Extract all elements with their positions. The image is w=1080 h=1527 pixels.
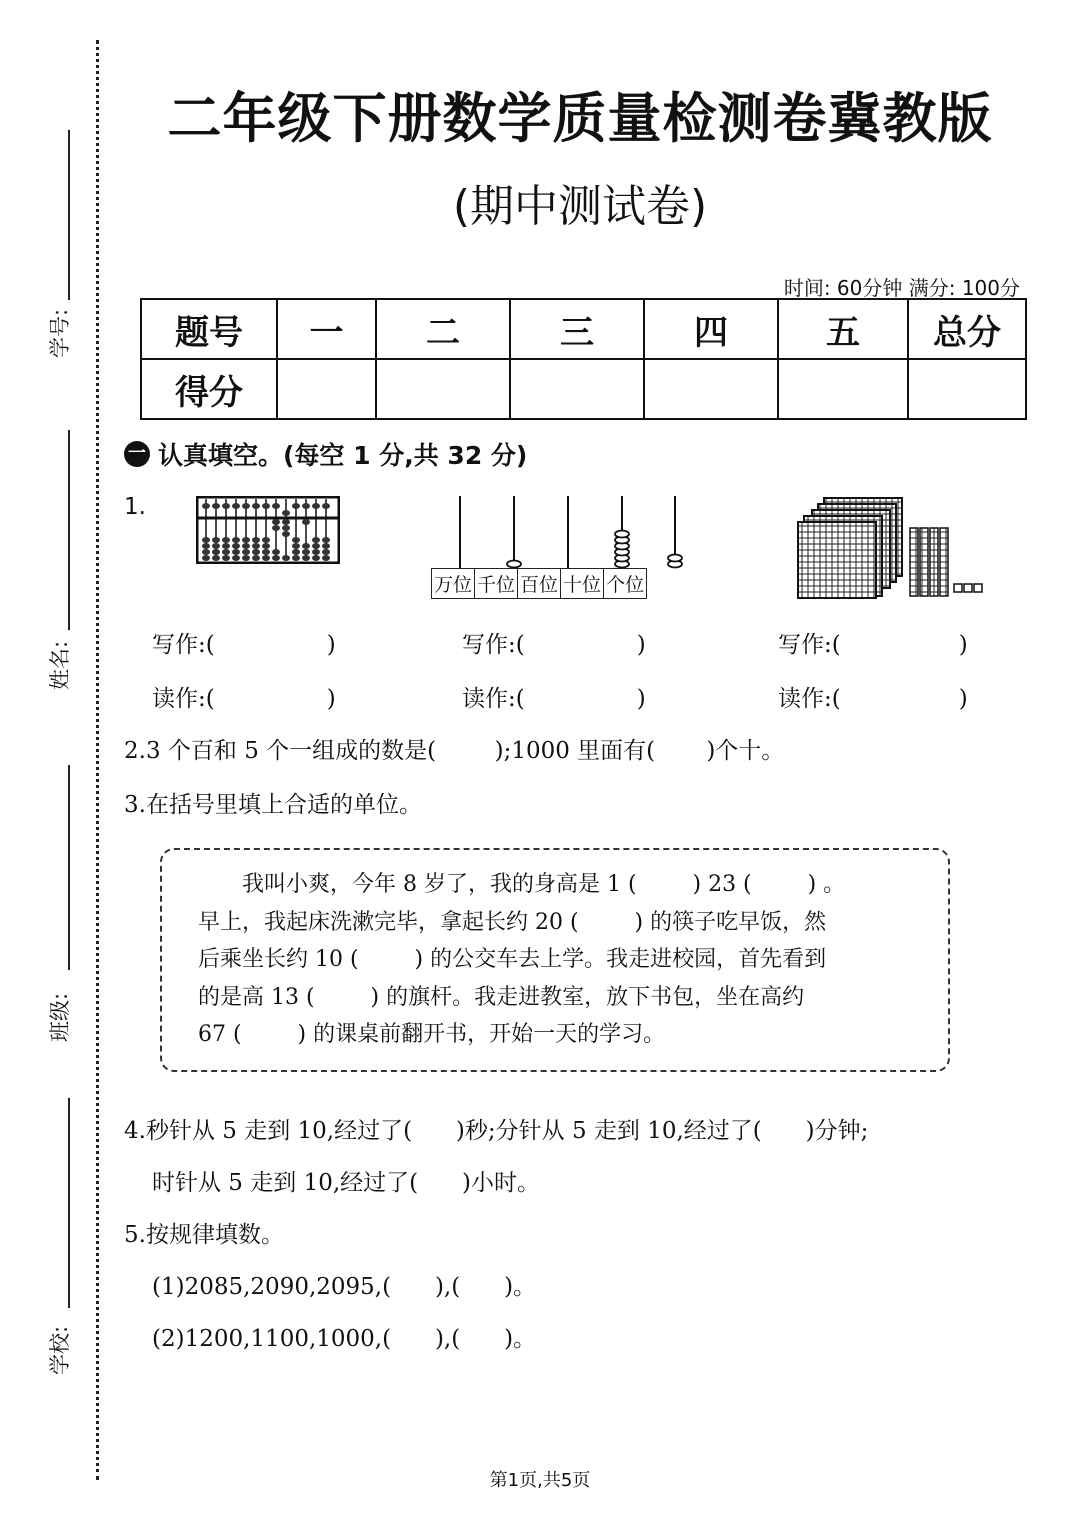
score-table <box>140 298 1027 420</box>
question-5-line-1[interactable]: (1)2085,2090,2095,( ),( )。 <box>152 1274 537 1300</box>
question-4-line-1[interactable]: 4.秒针从 5 走到 10,经过了( )秒;分针从 5 走到 10,经过了( )分钟; <box>124 1118 869 1144</box>
abacus-image <box>196 496 340 564</box>
score-cell: 二 <box>376 299 510 359</box>
score-input-cell[interactable] <box>510 359 644 419</box>
passage-line: 后乘坐长约 10 ( ) 的公交车去上学。我走进校园，首先看到 <box>198 947 827 973</box>
score-input-cell[interactable] <box>778 359 908 419</box>
q1a-write[interactable]: 写作:( ) <box>152 632 336 658</box>
q1b-read[interactable]: 读作:( ) <box>462 686 646 712</box>
base-ten-blocks-image <box>796 496 992 600</box>
score-cell: 一 <box>277 299 376 359</box>
section-1-title: 认真填空。(每空 1 分,共 32 分) <box>158 441 528 470</box>
class-label: 班级: <box>48 992 72 1042</box>
question-4-line-2[interactable]: 时针从 5 走到 10,经过了( )小时。 <box>152 1170 540 1196</box>
student-id-rule <box>68 130 70 300</box>
page-subtitle: (期中测试卷) <box>452 181 708 232</box>
score-input-cell[interactable] <box>277 359 376 419</box>
exam-meta: 时间: 60分钟 满分: 100分 <box>783 276 1020 300</box>
place-value-label: 十位 <box>560 568 604 599</box>
q1b-write[interactable]: 写作:( ) <box>462 632 646 658</box>
page-number: 第1页,共5页 <box>489 1470 591 1491</box>
question-2[interactable]: 2.3 个百和 5 个一组成的数是( );1000 里面有( )个十。 <box>124 738 785 764</box>
name-label: 姓名: <box>48 640 72 690</box>
section-number-badge: 一 <box>124 441 150 467</box>
place-value-label: 个位 <box>603 568 647 599</box>
question-1-number: 1. <box>124 494 146 520</box>
question-3: 3.在括号里填上合适的单位。 <box>124 792 422 818</box>
binding-dotted-line <box>96 40 99 1480</box>
score-input-cell[interactable] <box>908 359 1026 419</box>
score-cell: 五 <box>778 299 908 359</box>
section-1-heading <box>124 436 527 472</box>
q1c-write[interactable]: 写作:( ) <box>778 632 968 658</box>
q1a-read[interactable]: 读作:( ) <box>152 686 336 712</box>
passage-line: 我叫小爽，今年 8 岁了，我的身高是 1 ( ) 23 ( ) 。 <box>198 872 846 897</box>
place-value-labels <box>432 568 647 599</box>
score-table-score-row <box>141 359 1026 419</box>
school-rule <box>68 1098 70 1308</box>
passage-line: 67 ( ) 的课桌前翻开书，开始一天的学习。 <box>198 1022 666 1048</box>
passage-line: 早上，我起床洗漱完毕，拿起长约 20 ( ) 的筷子吃早饭，然 <box>198 909 827 935</box>
passage-line: 的是高 13 ( ) 的旗杆。我走进教室，放下书包，坐在高约 <box>198 984 805 1010</box>
score-cell: 总分 <box>908 299 1026 359</box>
student-id-label: 学号: <box>48 308 72 358</box>
score-input-cell[interactable] <box>644 359 778 419</box>
name-rule <box>68 430 70 630</box>
score-cell: 四 <box>644 299 778 359</box>
class-rule <box>68 765 70 970</box>
question-5-line-2[interactable]: (2)1200,1100,1000,( ),( )。 <box>152 1326 537 1352</box>
place-value-label: 千位 <box>474 568 518 599</box>
score-cell: 三 <box>510 299 644 359</box>
q1c-read[interactable]: 读作:( ) <box>778 686 968 712</box>
score-table-header-row <box>141 299 1026 359</box>
score-row-label: 得分 <box>141 359 277 419</box>
question-3-passage[interactable] <box>198 866 918 1054</box>
school-label: 学校: <box>48 1325 72 1375</box>
place-value-label: 万位 <box>431 568 475 599</box>
score-cell-label: 题号 <box>141 299 277 359</box>
place-value-label: 百位 <box>517 568 561 599</box>
question-5: 5.按规律填数。 <box>124 1222 284 1248</box>
page-title: 二年级下册数学质量检测卷冀教版 <box>167 87 993 150</box>
counting-frame-image <box>432 494 702 570</box>
score-input-cell[interactable] <box>376 359 510 419</box>
